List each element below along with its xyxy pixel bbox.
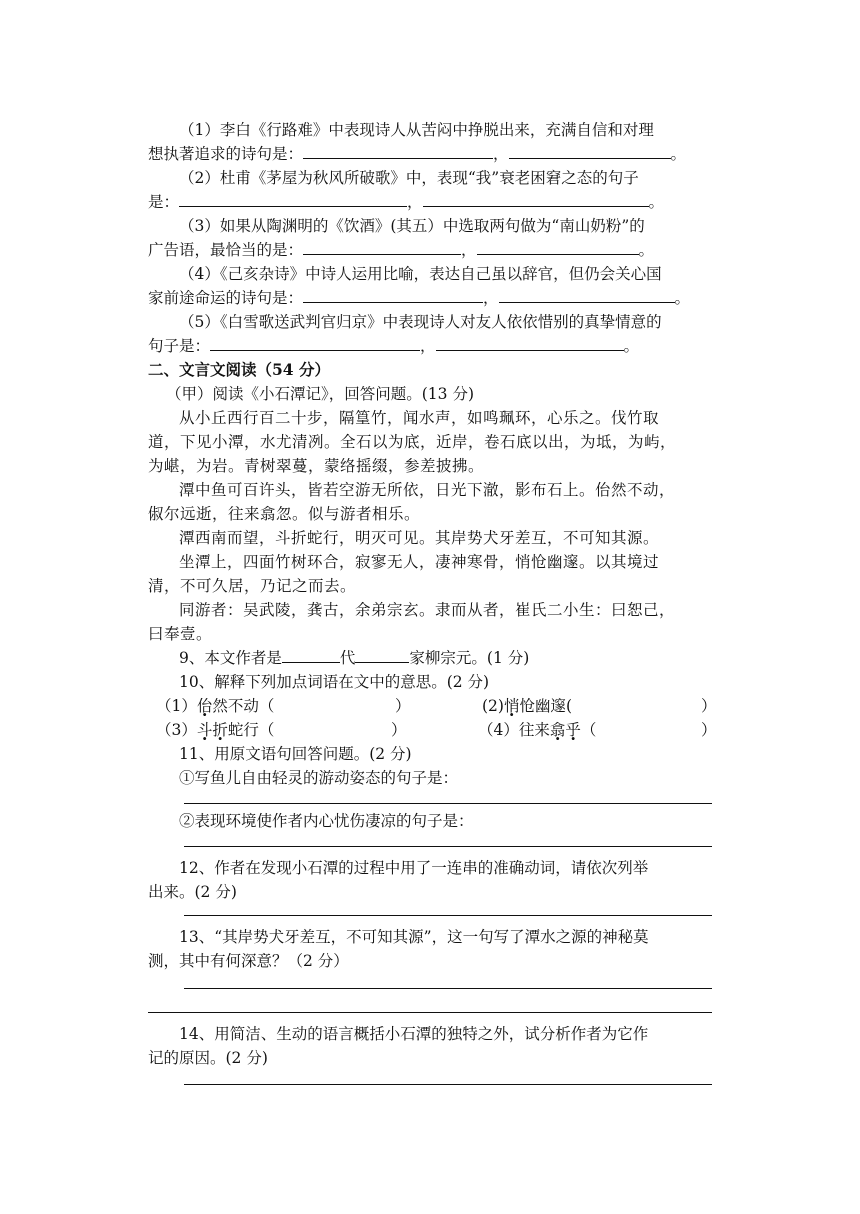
question-13-line1: 13、“其岸势犬牙差互，不可知其源”，这一句写了潭水之源的神秘莫	[179, 928, 649, 946]
answer-blank[interactable]	[179, 191, 407, 207]
passage-line: 为嵁，为岩。青树翠蔓，蒙络摇缀，参差披拂。	[148, 457, 485, 475]
answer-blank[interactable]	[282, 647, 340, 663]
dotted-word: 斗	[196, 721, 213, 739]
q1-p3-line1: （3）如果从陶渊明的《饮酒》(其五）中选取两句做为“南山奶粉”的	[179, 217, 645, 235]
passage-line: 道，下见小潭，水尤清冽。全石以为底，近岸，卷石底以出，为坻，为屿，	[148, 433, 677, 451]
question-13-line2: 测，其中有何深意？（2 分）	[148, 952, 349, 970]
period: 。	[623, 337, 640, 355]
question-12-line1: 12、作者在发现小石潭的过程中用了一连串的准确动词，请依次列举	[179, 859, 649, 877]
exam-page	[148, 118, 717, 1085]
passage-line: 坐潭上，四面竹树环合，寂寥无人，凄神寒骨，悄怆幽邃。以其境过	[179, 553, 660, 571]
period: 。	[638, 241, 655, 259]
period: 。	[670, 145, 687, 163]
q10-row-2	[148, 718, 717, 742]
q10-item-2	[482, 694, 572, 718]
answer-blank[interactable]	[355, 647, 409, 663]
q11-sub-1: ①写鱼儿自由轻灵的游动姿态的句子是：	[179, 769, 459, 787]
passage-line: 潭中鱼可百许头，皆若空游无所依，日光下澈，影布石上。佁然不动，	[179, 481, 676, 499]
answer-blank[interactable]	[303, 239, 461, 255]
q1-p3-prompt: 广告语，最恰当的是：	[148, 241, 304, 259]
q1-p1-line2	[148, 142, 712, 166]
period: 。	[674, 289, 691, 307]
q1-p1-prompt: 想执著追求的诗句是：	[148, 145, 304, 163]
item-text: 蛇行（	[227, 721, 275, 739]
question-14-line2: 记的原因。(2 分)	[148, 1049, 268, 1067]
answer-blank[interactable]	[477, 239, 639, 255]
q1-p4-prompt: 家前途命运的诗句是：	[148, 289, 304, 307]
passage-line: 俶尔远逝，往来翕忽。似与游者相乐。	[148, 505, 421, 523]
dotted-word: 翕	[549, 721, 566, 739]
passage-line: 曰奉壹。	[148, 625, 213, 643]
item-number: （3）	[156, 721, 197, 739]
passage-line: 潭西南而望，斗折蛇行，明灭可见。其岸势犬牙差互，不可知其源。	[179, 529, 660, 547]
comma: ，	[461, 241, 477, 259]
q9-text: 家柳宗元。(1 分)	[409, 649, 530, 667]
q1-p3-line2	[148, 238, 712, 262]
comma: ，	[493, 145, 509, 163]
close-paren: ）	[391, 721, 407, 739]
q9-text: 代	[339, 649, 356, 667]
dotted-word: 折	[212, 721, 228, 739]
answer-line[interactable]	[184, 1083, 712, 1085]
q1-p5-prompt: 句子是：	[148, 337, 211, 355]
dotted-word: 佁	[196, 697, 213, 715]
item-text: 怆幽邃(	[519, 697, 573, 715]
question-9	[148, 646, 712, 670]
question-12-line2: 出来。(2 分)	[148, 883, 237, 901]
question-11-stem: 11、用原文语句回答问题。(2 分)	[179, 745, 412, 763]
q1-p2-line1: （2）杜甫《茅屋为秋风所破歌》中，表现“我”衰老困窘之态的句子	[179, 169, 639, 187]
q10-row-1	[148, 694, 717, 718]
q11-sub-2: ②表现环境使作者内心忧伤凄凉的句子是：	[179, 812, 474, 830]
answer-blank[interactable]	[303, 143, 493, 159]
passage-line: 从小丘西行百二十步，隔篁竹，闻水声，如鸣珮环，心乐之。伐竹取	[179, 409, 660, 427]
question-14-line1: 14、用简洁、生动的语言概括小石潭的独特之外，试分析作者为它作	[179, 1025, 649, 1043]
item-text: （	[580, 721, 597, 739]
q10-item-3	[156, 718, 274, 742]
answer-blank[interactable]	[499, 287, 675, 303]
q1-p2-line2	[148, 190, 712, 214]
comma: ，	[407, 193, 423, 211]
q9-text: 9、本文作者是	[179, 649, 282, 667]
answer-blank[interactable]	[423, 191, 649, 207]
answer-blank[interactable]	[210, 335, 420, 351]
dotted-word: 乎	[565, 721, 581, 739]
answer-blank[interactable]	[436, 335, 624, 351]
q10-item-4	[478, 718, 596, 742]
q1-p4-line1: （4）《己亥杂诗》中诗人运用比喻，表达自己虽以辞官，但仍会关心国	[179, 265, 662, 283]
close-paren: ）	[701, 697, 717, 715]
q10-item-1	[156, 694, 274, 718]
item-number: （4）往来	[478, 721, 550, 739]
comma: ，	[420, 337, 436, 355]
question-10-stem: 10、解释下列加点词语在文中的意思。(2 分)	[179, 673, 490, 691]
close-paren: ）	[701, 721, 717, 739]
period: 。	[648, 193, 665, 211]
dotted-word: 悄	[503, 697, 520, 715]
item-text: 然不动（	[212, 697, 275, 715]
comma: ，	[483, 289, 499, 307]
item-number: (2)	[482, 697, 504, 715]
q1-p1-line1: （1）李白《行路难》中表现诗人从苦闷中挣脱出来，充满自信和对理	[179, 121, 654, 139]
q1-p5-line2	[148, 334, 712, 358]
item-number: （1）	[156, 697, 197, 715]
answer-blank[interactable]	[303, 287, 483, 303]
section-subheading: （甲）阅读《小石潭记》，回答问题。(13 分)	[166, 385, 474, 403]
q1-p4-line2	[148, 286, 712, 310]
q1-p2-prompt: 是：	[148, 193, 180, 211]
section-heading: 二、文言文阅读（54 分）	[148, 360, 330, 379]
answer-blank[interactable]	[509, 143, 671, 159]
passage-line: 清，不可久居，乃记之而去。	[148, 577, 357, 595]
passage-line: 同游者：吴武陵，龚古，余弟宗玄。隶而从者，崔氏二小生：曰恕己，	[179, 601, 676, 619]
q1-p5-line1: （5）《白雪歌送武判官归京》中表现诗人对友人依依惜别的真挚情意的	[179, 313, 662, 331]
close-paren: ）	[395, 697, 411, 715]
